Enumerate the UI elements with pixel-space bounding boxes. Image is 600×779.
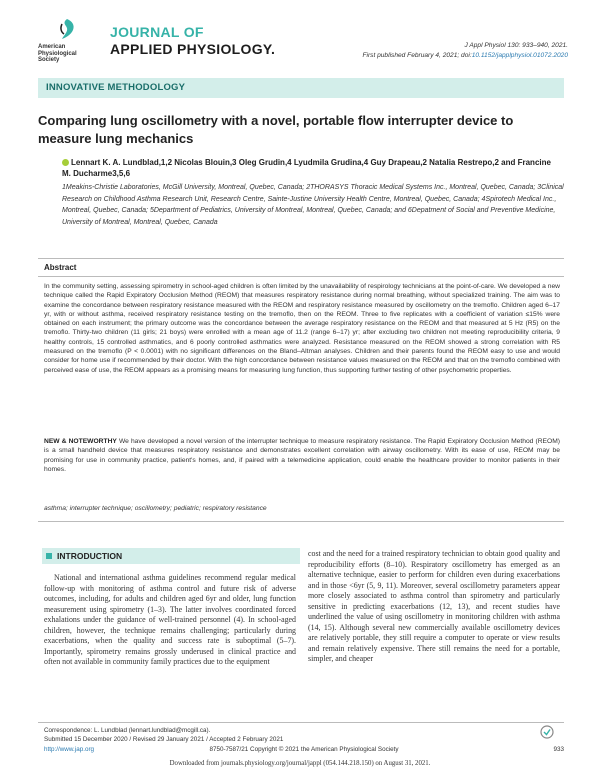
section-square-icon <box>46 553 52 559</box>
journal-title-line1: JOURNAL OF <box>110 24 204 40</box>
citation-block <box>362 41 568 61</box>
intro-column-left: National and international asthma guidelines recommend regular medical follow-up with monitoring of asthma control and future risk of adverse outcomes, including, for adults and children aged 6yr and older, lung function measurement using spirometry (1–3). The latter involves coordinated forced exhalations under the guidance of well-trained personnel (4). In school-aged children, however, the technique remains challenging; particularly during exacerbations, when the quality and success rate is suboptimal (5–7). Importantly, spirometry remains grossly underused in clinical practice and often not available in community family practices due to the equipment <box>44 573 296 666</box>
footer-info <box>44 726 283 744</box>
abstract-heading: Abstract <box>44 263 77 272</box>
new-noteworthy <box>44 437 560 474</box>
divider <box>38 258 564 259</box>
divider <box>38 722 564 723</box>
keywords: asthma; interrupter technique; oscillometry; pediatric; respiratory resistance <box>44 505 267 512</box>
authors-text: Lennart K. A. Lundblad,1,2 Nicolas Blouin,3 Oleg Grudin,4 Lyudmila Grudina,4 Guy Drapeau,2 Natalia Restrepo,2 and Francine M. Ducharme3,5,6 <box>62 158 551 178</box>
intro-column-right: cost and the need for a trained respiratory technician to obtain good quality and reproducibility efforts (8–10). Respiratory oscillometry has emerged as an alternative technique, easier to perform for children even during exacerbations and in those <6yr (5, 9, 11). Moreover, several oscillometry parameters appear more closely associated to asthma control than spirometry and particularly sensitive in predicting exacerbations (12, 13), and recent studies have underlined the value of using oscillometry in monitoring children with asthma (14, 15). Although several new commercially available oscillometry devices are relatively portable, they still require a computer to operate or view results and remain relatively expensive. There still remains the need for a portable, simpler, and cheaper <box>308 549 560 663</box>
page-number: 933 <box>553 746 564 753</box>
affiliations: 1Meakins-Christie Laboratories, McGill University, Montreal, Quebec, Canada; 2THORASYS Thoracic Medical Systems Inc., Montreal, Quebec, Canada; 3Clinical Research on Childhood Asthma Research Unit, Research Centre, Sainte-Justine University Health Centre, Montreal, Quebec, Canada; 4Spirotech Medical Inc., Montreal, Quebec, Canada; 5Department of Pediatrics, University of Montreal, Montreal, Quebec, Canada; and 6Depatment of Social and Preventive Medicine, University of Montreal, Montreal, Quebec, Canada <box>62 184 564 226</box>
journal-url[interactable]: http://www.jap.org <box>44 746 95 753</box>
aps-logo <box>38 18 94 66</box>
abstract-text: In the community setting, assessing spirometry in school-aged children is often limited by the unavailability of respirology technicians at the point-of-care. We developed a new technique called the Rapid Expiratory Occlusion Method (REOM) that measures respiratory resistance during normal breathing, without specialized training. The aim was to examine the concordance between respiratory resistance measured with the REOM and respiratory resistance measured by oscillometry on the tremoflo. Children aged 6–17 yr, with or without asthma, received respiratory resistance testing on the tremoflo, then on the REOM. Three to five replicates with a coefficient of variation ≤15% were obtained on each instrument; the primary outcome was the concordance between the average respiratory resistance on the REOM and that measured at 5 Hz (R5) on the tremoflo. Thirty-two children (11 girls; 21 boys) were enrolled with a mean age of 11.2 (range 6–17) yr; after excluding two children not meeting reproducibility criteria, 9 healthy controls, 15 controlled asthmatics, and 6 poorly controlled asthmatics were analyzed. Resistance measured on the REOM showed a strong correlation with R5 measured on the tremoflo (P < 0.0001) with no significant differences on the Bland–Altman analyses. Children and their parents found the REOM easy to use and would consider for home use if recommended by their doctor. With the high concordance between resistance values measured on the REOM and that on the tremoflo combined with perceived ease of use, the REOM appears as a promising means for measuring lung function, thus supporting further testing of other psychometric properties. <box>44 283 560 374</box>
correspondence: Correspondence: L. Lundblad (lennart.lundblad@mcgill.ca). <box>44 727 211 734</box>
orcid-icon[interactable] <box>62 159 69 166</box>
article-title: Comparing lung oscillometry with a novel, portable flow interrupter device to measure lung mechanics <box>38 113 514 146</box>
section-label: INNOVATIVE METHODOLOGY <box>46 82 186 93</box>
section-banner <box>38 78 564 98</box>
copyright: 8750-7587/21 Copyright © 2021 the American Physiological Society <box>209 746 399 753</box>
doi-link[interactable]: 10.1152/japplphysiol.01072.2020 <box>471 52 568 59</box>
check-for-updates-icon[interactable] <box>540 725 560 739</box>
download-note: Downloaded from journals.physiology.org/journal/jappl (054.144.218.150) on August 31, 2021. <box>169 760 431 767</box>
publication-line <box>362 51 568 61</box>
journal-title-line2: APPLIED PHYSIOLOGY. <box>110 41 276 57</box>
intro-heading: INTRODUCTION <box>57 551 123 561</box>
divider <box>38 521 564 522</box>
new-noteworthy-text: We have developed a novel version of the interrupter technique to measure respiratory resistance. The Rapid Expiratory Occlusion Method (REOM) is a small handheld device that measures respiratory resistance and demonstrates excellent correlation with airway oscillometry. With its ease of use, REOM may be promising for use in community practice, patient's homes, and, if paired with a telemedicine application, could enable the healthcare provider to monitor patients in their homes. <box>44 438 560 473</box>
aps-logo-icon <box>58 18 76 40</box>
divider <box>38 276 564 277</box>
footer-bottom <box>44 746 564 753</box>
published-date: First published February 4, 2021; doi: <box>362 52 472 59</box>
society-name: American Physiological Society <box>38 44 77 63</box>
intro-banner <box>42 548 300 564</box>
journal-header <box>38 14 568 74</box>
new-noteworthy-label: NEW & NOTEWORTHY <box>44 438 117 445</box>
citation: J Appl Physiol 130: 933–940, 2021. <box>464 42 568 49</box>
submission-dates: Submitted 15 December 2020 / Revised 29 January 2021 / Accepted 2 February 2021 <box>44 736 284 743</box>
author-list <box>62 157 562 179</box>
